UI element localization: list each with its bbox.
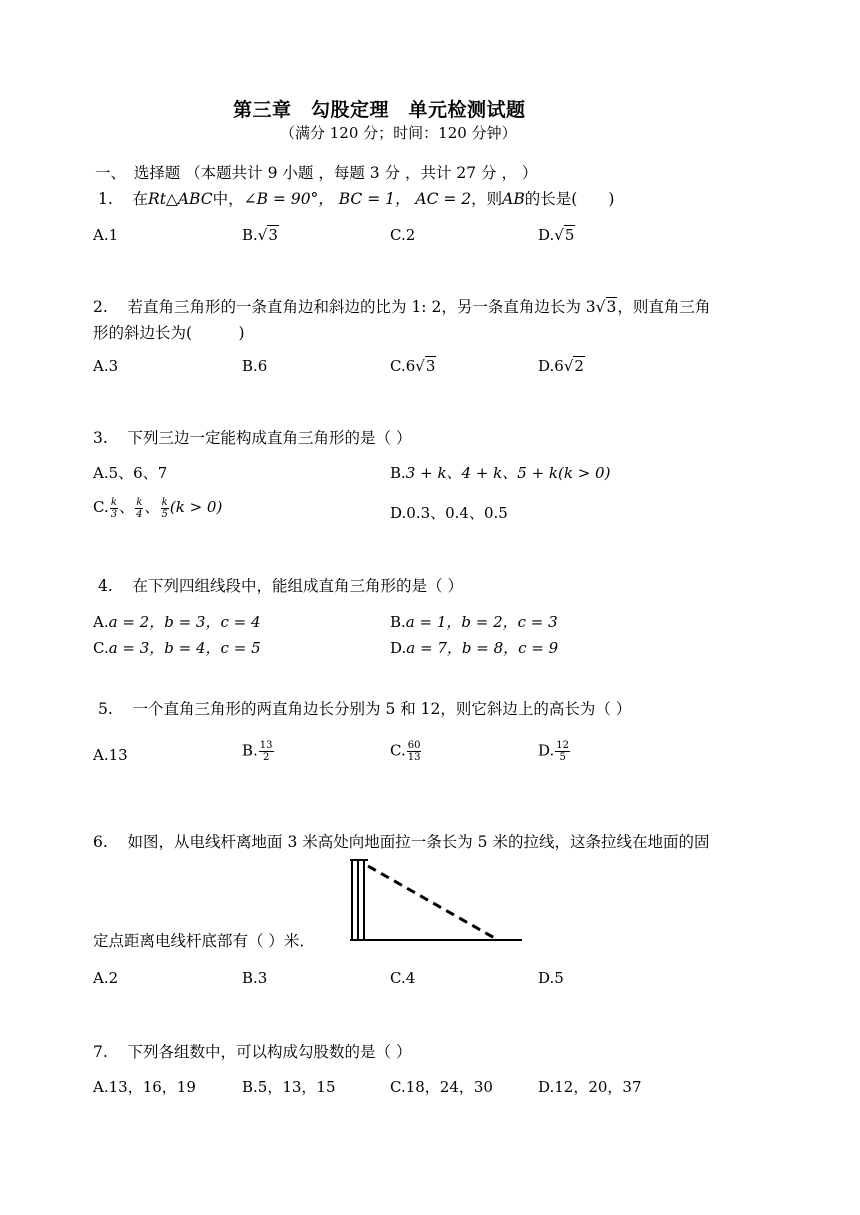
guy-wire (368, 866, 498, 940)
option-a (93, 611, 261, 632)
separator: 、 (119, 498, 135, 516)
math-expression: AB (502, 190, 525, 208)
option-b (242, 740, 275, 763)
option-c (93, 496, 222, 520)
option-b: B.6 (242, 357, 268, 375)
radicand: 3 (425, 357, 436, 375)
denominator: 4 (136, 508, 143, 520)
option-b: B.3 (242, 969, 268, 987)
sqrt-symbol: √3 (257, 226, 278, 244)
fraction (135, 497, 143, 520)
radicand: 2 (574, 357, 584, 375)
question-2 (93, 295, 710, 317)
option-d: D.12，20，37 (538, 1078, 642, 1096)
option-label: C. (93, 639, 109, 657)
numerator: 13 (259, 740, 273, 751)
question-6-line2: 定点距离电线杆底部有（ ）米． (93, 932, 315, 950)
option-label: B. (390, 613, 406, 631)
question-number: 7. (93, 1043, 108, 1061)
page-subtitle: （满分 120 分；时间：120 分钟） (280, 124, 517, 142)
option-d (390, 637, 558, 658)
section-heading: 一、 选择题 （本题共计 9 小题 ，每题 3 分 ，共计 27 分 ， ） (95, 164, 538, 182)
question-text: 若直角三角形的一条直角边和斜边的比为 1: 2，另一条直角边长为 3 (127, 298, 596, 316)
question-number: 3. (93, 429, 108, 447)
denominator: 13 (407, 752, 421, 763)
radicand: 5 (564, 226, 575, 244)
question-number: 5. (98, 700, 113, 718)
option-c (93, 637, 261, 658)
option-label: C. (93, 498, 109, 516)
option-a: A.2 (93, 969, 119, 987)
question-2-line2: 形的斜边长为( ) (93, 324, 245, 342)
option-b: B.5，13，15 (242, 1078, 336, 1096)
option-b (242, 226, 279, 244)
math-expression: Rt△ABC (148, 190, 213, 208)
radicand: 3 (606, 298, 617, 316)
denominator: 5 (161, 508, 168, 520)
option-d (538, 226, 575, 244)
question-6 (93, 830, 709, 852)
option-label: D. (538, 741, 555, 760)
option-label: D. (538, 226, 555, 244)
question-text: 下列各组数中，可以构成勾股数的是（ ） (127, 1043, 412, 1061)
option-c (390, 740, 422, 763)
option-label: D.6 (538, 357, 564, 375)
question-5 (98, 697, 631, 719)
option-b (390, 462, 610, 483)
option-d (538, 357, 585, 375)
numerator: k (110, 496, 117, 508)
option-b (390, 611, 558, 632)
question-number: 1. (98, 190, 113, 208)
math-expression: ∠B = 90°， BC = 1， AC = 2 (243, 190, 472, 208)
option-label: B. (390, 464, 406, 482)
option-label: C. (390, 741, 406, 760)
sqrt-symbol: √3 (415, 357, 436, 375)
fraction (259, 740, 274, 763)
numerator: k (136, 496, 143, 508)
sqrt-symbol: √3 (595, 298, 617, 316)
pole-diagram (346, 856, 526, 944)
option-c: C.2 (390, 226, 416, 244)
option-a: A.1 (93, 226, 119, 244)
sqrt-symbol: √5 (554, 226, 575, 244)
math-expression: (k > 0) (169, 498, 223, 516)
denominator: 2 (262, 752, 270, 763)
fraction (555, 740, 570, 763)
option-a: A.3 (93, 357, 119, 375)
option-c: C.18，24，30 (390, 1078, 493, 1096)
question-text: ，则直角三角 (617, 298, 711, 316)
option-d: D.0.3、0.4、0.5 (390, 504, 508, 522)
question-text: ，则 (471, 190, 503, 208)
fraction (161, 497, 169, 520)
page-title: 第三章 勾股定理 单元检测试题 (233, 99, 526, 121)
option-a: A.13，16，19 (93, 1078, 196, 1096)
question-4 (98, 574, 463, 596)
math-expression: 3 + k、4 + k、5 + k(k > 0) (405, 464, 611, 482)
option-c (390, 357, 436, 375)
numerator: 60 (407, 740, 421, 751)
question-text: 的长是( ) (524, 190, 615, 208)
question-text: 在 (132, 190, 149, 208)
option-label: B. (242, 226, 258, 244)
fraction (407, 740, 422, 763)
numerator: k (161, 496, 168, 508)
question-7 (93, 1040, 411, 1062)
option-label: C.6 (390, 357, 416, 375)
question-text: 如图，从电线杆离地面 3 米高处向地面拉一条长为 5 米的拉线，这条拉线在地面的固 (127, 833, 710, 851)
radicand: 3 (268, 226, 278, 244)
option-c: C.4 (390, 969, 416, 987)
option-a: A.13 (93, 746, 128, 764)
option-label: B. (242, 741, 258, 760)
denominator: 5 (559, 752, 566, 763)
math-expression: a = 3，b = 4，c = 5 (108, 639, 261, 657)
question-1 (98, 187, 614, 209)
question-text: 在下列四组线段中，能组成直角三角形的是（ ） (132, 577, 463, 595)
question-number: 4. (98, 577, 113, 595)
option-label: D. (390, 639, 407, 657)
separator: 、 (144, 498, 160, 516)
question-3 (93, 426, 411, 448)
question-text: 中， (212, 190, 244, 208)
question-number: 2. (93, 298, 108, 316)
option-d (538, 740, 571, 763)
sqrt-symbol: √2 (563, 357, 584, 375)
option-a: A.5、6、7 (93, 464, 168, 482)
fraction (110, 497, 118, 520)
numerator: 12 (556, 740, 569, 751)
question-number: 6. (93, 833, 108, 851)
option-d: D.5 (538, 969, 564, 987)
question-text: 一个直角三角形的两直角边长分别为 5 和 12，则它斜边上的高长为（ ） (132, 700, 632, 718)
option-label: A. (93, 613, 109, 631)
math-expression: a = 2，b = 3，c = 4 (108, 613, 261, 631)
question-text: 下列三边一定能构成直角三角形的是（ ） (127, 429, 412, 447)
math-expression: a = 1，b = 2，c = 3 (405, 613, 558, 631)
denominator: 3 (110, 508, 118, 520)
math-expression: a = 7，b = 8，c = 9 (406, 639, 559, 657)
